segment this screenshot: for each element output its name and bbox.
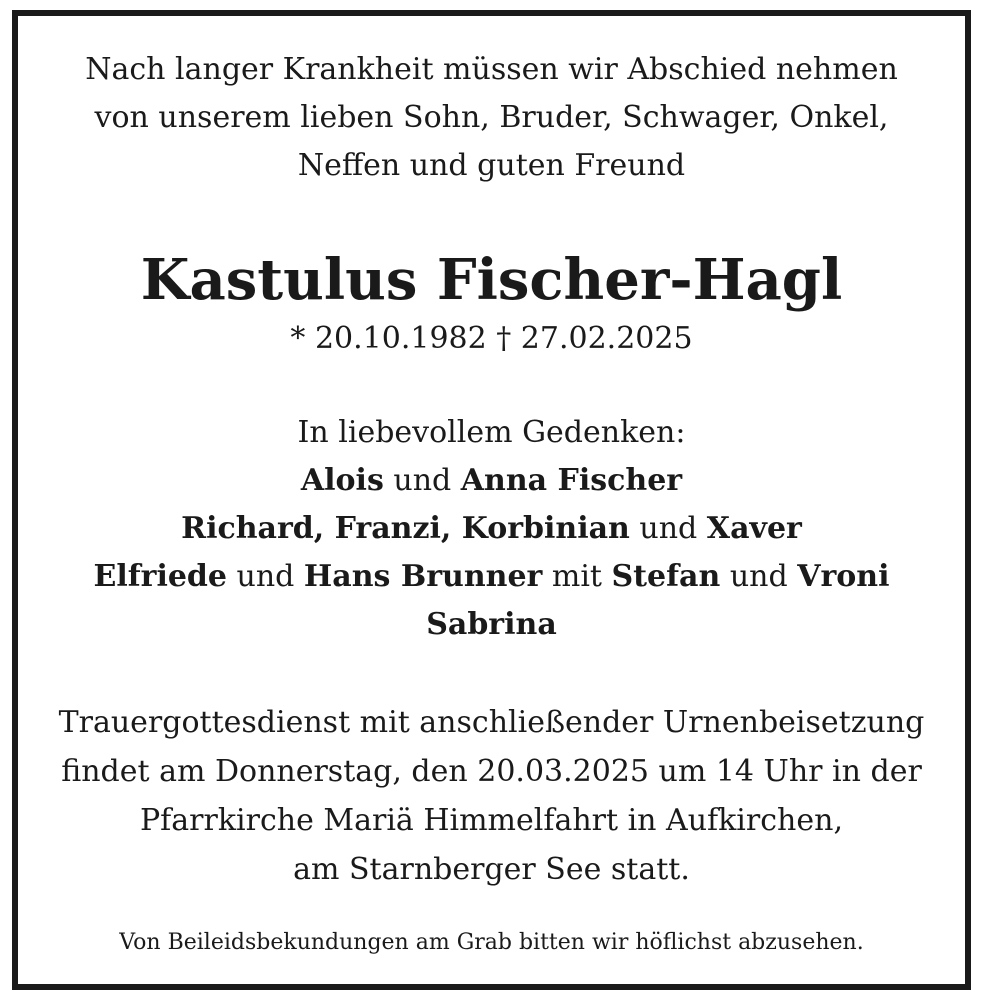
memory-heading: In liebevollem Gedenken:	[297, 415, 686, 450]
mourners-line-3	[18, 553, 965, 601]
mourners-section	[18, 409, 965, 649]
intro-text	[18, 46, 965, 190]
intro-line-2: von unserem lieben Sohn, Bruder, Schwager, Onkel,	[94, 100, 889, 135]
mourners-line-1	[18, 457, 965, 505]
mourner-name: Alois	[300, 463, 384, 498]
mourner-name: Xaver	[706, 511, 802, 546]
service-announcement	[18, 698, 965, 894]
service-line-2: findet am Donnerstag, den 20.03.2025 um 14 Uhr in der	[61, 754, 922, 789]
obituary-frame	[12, 10, 971, 990]
joiner-text: und	[720, 559, 798, 594]
mourners-line-4	[18, 601, 965, 649]
service-line-3: Pfarrkirche Mariä Himmelfahrt in Aufkirchen,	[140, 803, 843, 838]
mourner-name: Richard, Franzi, Korbinian	[181, 511, 630, 546]
mourner-name: Hans Brunner	[303, 559, 543, 594]
joiner-text: und	[383, 463, 461, 498]
mourner-name: Vroni	[797, 559, 890, 594]
intro-line-1: Nach langer Krankheit müssen wir Abschied nehmen	[85, 52, 898, 87]
mourner-name: Stefan	[611, 559, 721, 594]
mourner-name: Anna Fischer	[460, 463, 683, 498]
deceased-name: Kastulus Fischer-Hagl	[140, 247, 843, 313]
joiner-text: und	[227, 559, 304, 594]
joiner-text: und	[629, 511, 707, 546]
intro-line-3: Neffen und guten Freund	[297, 148, 686, 183]
condolence-note: Von Beileidsbekundungen am Grab bitten wir höflichst abzusehen.	[119, 930, 864, 955]
mourners-line-2	[18, 505, 965, 553]
joiner-text: mit	[542, 559, 612, 594]
mourner-name: Sabrina	[426, 607, 557, 642]
service-line-1: Trauergottesdienst mit anschließender Urnenbeisetzung	[58, 705, 925, 740]
service-line-4: am Starnberger See statt.	[293, 852, 690, 887]
mourner-name: Elfriede	[93, 559, 227, 594]
life-dates: * 20.10.1982 † 27.02.2025	[290, 321, 693, 356]
